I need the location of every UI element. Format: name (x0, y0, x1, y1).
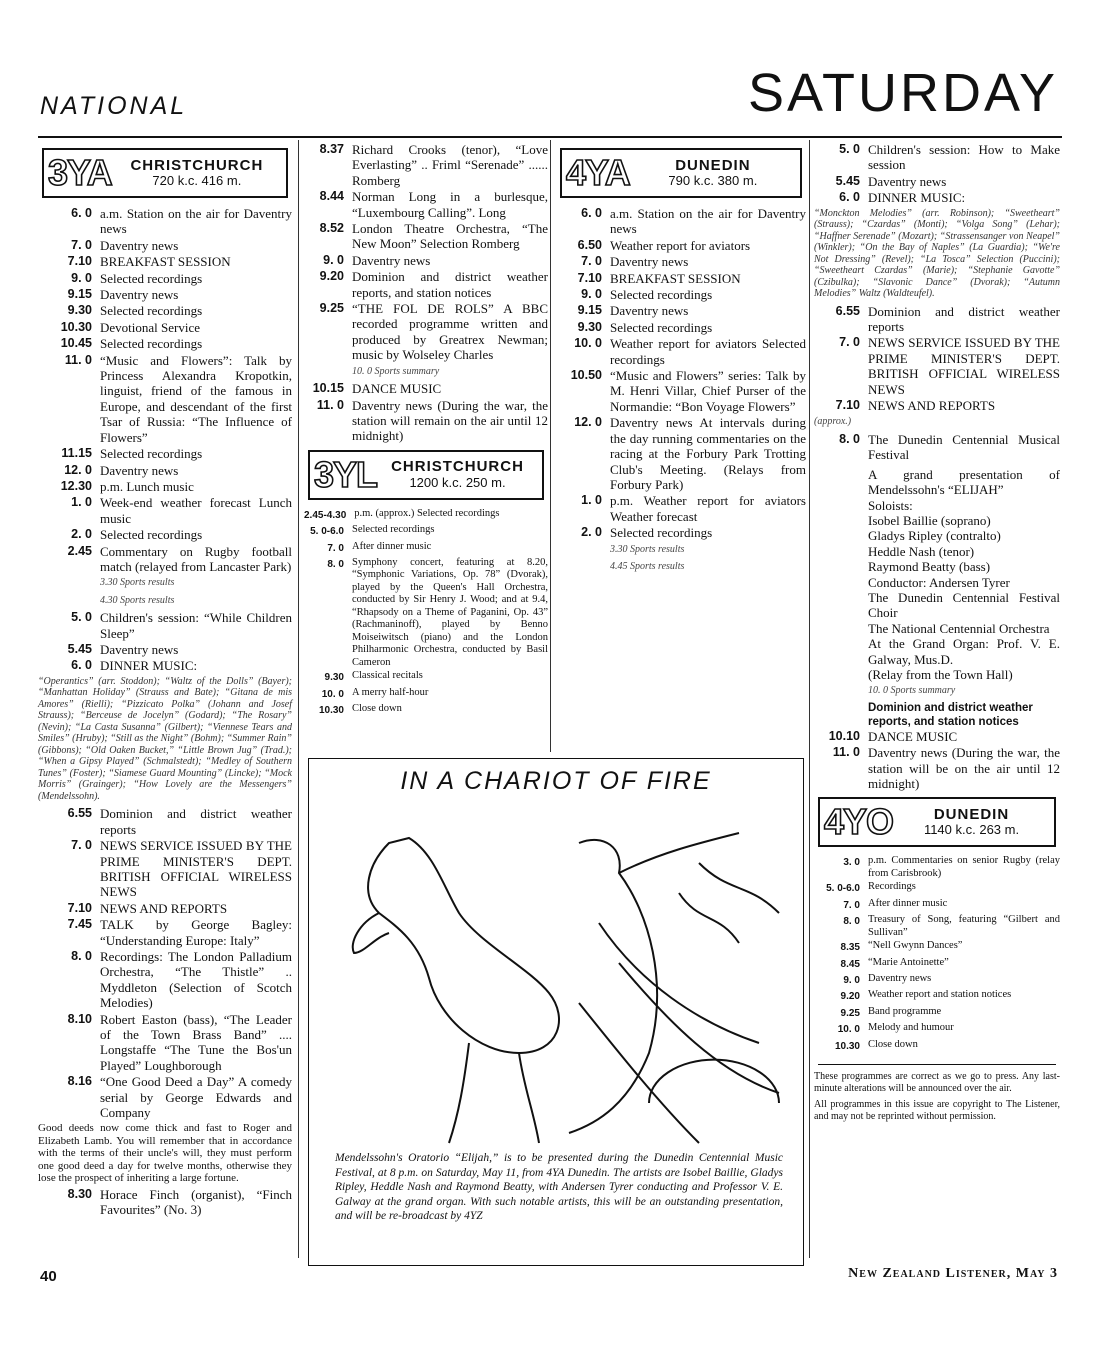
programme-time: 7.45 (67, 917, 92, 932)
programme-time: 5. 0-6.0 (826, 883, 860, 895)
programme-description: Selected recordings (610, 287, 713, 303)
station-frequency: 790 k.c. 380 m. (668, 173, 758, 188)
dinner-music-list: “Operantics” (arr. Stoddon); “Waltz of the Dolls” (Bayer); “Manhattan Holiday” (Strauss and Bate); “Gitana de mis Amores” (Rielli); “Pizzicato Polka” (Johann and Josef Strauss); “Berceuse de Jocelyn” (Godard); “The Rosary” (Nevin); “La Casta Susanna” (Gilbert); “Viennese Tears and Smiles” (Hruby); “Still as the Night” (Bohm); “Summer Rain” (Gibbons); “Old Oaken Bucket,” “Little Brown Jug” (Trad.); “When a Gipsy Played” (Schmalstedt); “Medley of Southern Tunes” (Foster); “Siamese Guard Mounting” (Lincke); “Mock Morris” (Grainger); “How Lovely are the Messengers” (Mendelssohn). (38, 675, 292, 802)
programme-description: Selected recordings (100, 270, 203, 286)
programme-time: 9. 0 (581, 287, 602, 302)
column-3ya (38, 142, 292, 1219)
programme-description: “THE FOL DE ROLS” A BBC recorded programme written and produced by Greatrex Newman; music by Wolseley Charles (352, 301, 548, 363)
programme-time: 9. 0 (843, 975, 860, 987)
programme-entry (814, 142, 1060, 173)
station-city: DUNEDIN (933, 806, 1010, 823)
programme-description: London Theatre Orchestra, “The New Moon” Selection Romberg (352, 221, 548, 252)
programme-list (304, 508, 548, 719)
programme-entry (556, 368, 806, 414)
programme-description: Daventry news (352, 252, 431, 268)
programme-entry (38, 336, 292, 351)
programme-description: Weather report for aviators Selected recordings (610, 336, 806, 367)
programme-time: 7.10 (67, 254, 92, 269)
programme-entry (38, 806, 292, 837)
sports-results: 3.30 Sports results (100, 577, 175, 589)
programme-description: “Marie Antoinette” (868, 956, 949, 968)
programme-time: 9.30 (67, 303, 92, 318)
figure-arm (619, 833, 739, 873)
programme-time: 8.10 (67, 1011, 92, 1026)
programme-time: 2. 0 (581, 525, 602, 540)
programme-time: 8. 0 (843, 916, 860, 928)
flame-lines (679, 863, 779, 943)
station-box-3yl (308, 450, 544, 500)
programme-description: Daventry news (868, 973, 932, 985)
column-4ya (556, 142, 806, 576)
programme-entry (814, 973, 1060, 988)
programme-list (38, 806, 292, 1120)
programme-description: Treasury of Song, featuring “Gilbert and Sullivan” (868, 914, 1060, 938)
programme-description: Children's session: How to Make session (868, 142, 1060, 173)
programme-time: 7. 0 (327, 542, 344, 554)
programme-entry (38, 287, 292, 302)
programme-time: 7. 0 (839, 335, 860, 350)
programme-description: Daventry news (100, 462, 179, 478)
programme-entry (814, 989, 1060, 1004)
illustration-caption: Mendelssohn's Oratorio “Elijah,” is to be presented during the Dunedin Centennial Music Festival, at 8 p.m. on Saturday, May 11, from 4YA Dunedin. The artists are Isobel Baillie, Gladys Ripley, Heddle Nash and Raymond Beatty, with Andersen Tyrer conducting and Professor V. E. Galway at the grand organ. With such notable artists, this will be an outstanding presentation, and will be re-broadcast by 4YZ (335, 1152, 783, 1222)
programme-description: Classical recitals (352, 670, 423, 682)
programme-entry (304, 703, 548, 718)
programme-time: 1. 0 (71, 495, 92, 510)
programme-time: 9.15 (67, 287, 92, 302)
horse-leg (519, 1053, 539, 1143)
programme-time: 10. 0 (321, 688, 344, 700)
programme-entry (304, 508, 548, 523)
programme-entry (304, 189, 548, 220)
programme-description: Devotional Service (100, 319, 200, 335)
programme-entry (38, 446, 292, 461)
programme-entry (38, 495, 292, 526)
festival-line: Isobel Baillie (soprano) (868, 512, 991, 528)
station-frequency: 1140 k.c. 263 m. (923, 822, 1020, 838)
publication-footer: New Zealand Listener, May 3 (848, 1266, 1058, 1281)
programme-description: Close down (352, 703, 402, 715)
programme-time: 8.16 (67, 1074, 92, 1089)
programme-description: p.m. Weather report for aviators Weather forecast (610, 493, 806, 524)
programme-entry (814, 432, 1060, 683)
programme-entry (38, 238, 292, 253)
programme-description: a.m. Station on the air for Daventry news (610, 206, 806, 237)
programme-time: 6. 0 (71, 658, 92, 673)
programme-time: 8.52 (319, 221, 344, 236)
programme-time: 11.15 (61, 446, 92, 461)
programme-time: 5. 0 (71, 610, 92, 625)
day-heading: SATURDAY (747, 63, 1058, 123)
programme-entry (814, 914, 1060, 939)
programme-entry (556, 336, 806, 367)
programme-description: Dominion and district weather reports (868, 303, 1060, 335)
programme-description: DINNER MUSIC: (868, 190, 966, 206)
illustration-title: IN A CHARIOT OF FIRE (400, 767, 712, 795)
station-box-3ya (42, 148, 288, 198)
programme-time: 9.25 (840, 1007, 860, 1019)
programme-description: Recordings (868, 881, 916, 893)
programme-description: Daventry news (100, 641, 179, 657)
programme-time: 9.15 (577, 303, 602, 318)
festival-line: The Dunedin Centennial Musical Festival (868, 431, 1060, 463)
section-label: NATIONAL (40, 92, 188, 120)
programme-entry (38, 1187, 292, 1218)
station-notices: Dominion and district weather reports, and station notices (868, 701, 1033, 728)
station-logo: 4YA (566, 152, 630, 193)
programme-description: Week-end weather forecast Lunch music (100, 495, 292, 526)
programme-entry (38, 1012, 292, 1074)
programme-time: 10.15 (312, 381, 344, 396)
programme-entry (38, 1074, 292, 1120)
horse-outline (368, 838, 559, 1053)
programme-time: 7.10 (577, 270, 602, 285)
programme-time: 2.45-4.30 (304, 509, 347, 521)
programme-time: 7.10 (67, 900, 92, 915)
programme-description: A merry half-hour (352, 686, 429, 698)
station-box-4ya (560, 148, 802, 198)
sports-summary: 10. 0 Sports summary (352, 365, 440, 377)
programme-entry (38, 479, 292, 494)
programme-entry (814, 304, 1060, 335)
programme-description: Symphony concert, featuring at 8.20, “Symphonic Variations, Op. 78” (Dvorak), played by the Queen's Hall Orchestra, conducted by Sir Henry J. Wood; and at 9.4, “Rhapsody on a Theme of Paganini, Op. 43” (Rachmaninoff), played by Benno Moiseiwitsch (piano) and the London Philharmonic Orchestra, conducted by Basil Cameron (352, 556, 548, 668)
programme-entry (556, 254, 806, 269)
programme-description: NEWS AND REPORTS (100, 900, 228, 916)
programme-list (814, 729, 1060, 792)
programme-time: 6.55 (67, 806, 92, 821)
column-3ya-cont (304, 142, 548, 720)
programme-time: 8.30 (67, 1186, 92, 1201)
sports-results: 4.45 Sports results (610, 560, 685, 572)
programme-description: Recordings: The London Palladium Orchestra, “The Thistle” .. Myddleton (Selection of Scotch Melodies) (100, 948, 292, 1011)
illustration-panel (308, 758, 804, 1266)
festival-line: At the Grand Organ: Prof. V. E. Galway, Mus.D. (868, 636, 1060, 667)
programme-time: 9.30 (324, 672, 344, 684)
programme-time: 8.44 (319, 189, 344, 204)
serial-note: Good deeds now come thick and fast to Roger and Elizabeth Lamb. You will remember that in accordance with the terms of their uncle's will, they must perform one good deed a day for twelve months, otherwise they lose the prospect of inheriting a large fortune. (38, 1122, 292, 1185)
programme-description: a.m. Station on the air for Daventry news (100, 206, 292, 237)
festival-line: Conductor: Andersen Tyrer (868, 574, 1010, 590)
programme-description: After dinner music (352, 540, 432, 552)
programme-entry (814, 881, 1060, 896)
festival-line: Heddle Nash (tenor) (868, 543, 975, 559)
programme-description: Melody and humour (868, 1022, 954, 1034)
station-city: CHRISTCHURCH (130, 156, 264, 174)
station-logo: 4YO (824, 801, 894, 843)
programme-description: Selected recordings (100, 303, 203, 319)
station-frequency: 1200 k.c. 250 m. (409, 474, 506, 490)
sports-results: 4.30 Sports results (100, 594, 175, 606)
programme-time: 11. 0 (316, 397, 344, 412)
horse-leg (449, 1043, 469, 1143)
festival-details (868, 432, 1060, 683)
programme-time: 10.10 (828, 728, 860, 743)
programme-description: Dominion and district weather reports (100, 806, 292, 837)
programme-description: Weather report for aviators (610, 237, 751, 253)
programme-entry (814, 729, 1060, 744)
column-divider (550, 140, 551, 752)
programme-time: 6.55 (835, 303, 860, 318)
programme-entry (304, 269, 548, 300)
programme-entry (304, 253, 548, 268)
programme-time: 9.30 (577, 319, 602, 334)
programme-entry (814, 398, 1060, 413)
station-logo: 3YL (314, 453, 378, 495)
programme-list (556, 206, 806, 541)
programme-time: 10.50 (570, 368, 602, 383)
programme-list (38, 1187, 292, 1218)
festival-line: The National Centennial Orchestra (868, 620, 1050, 636)
programme-description: Weather report and station notices (868, 989, 1012, 1001)
station-frequency: 720 k.c. 416 m. (152, 173, 242, 188)
programme-list (814, 855, 1060, 1054)
programme-entry (38, 320, 292, 335)
station-logo: 3YA (48, 152, 112, 193)
programme-time: 7. 0 (71, 237, 92, 252)
programme-time: 9.25 (319, 301, 344, 316)
programme-entry (304, 398, 548, 444)
programme-description: NEWS AND REPORTS (868, 398, 996, 414)
programme-description: Richard Crooks (tenor), “Love Everlasting” .. Friml “Serenade” ...... Romberg (352, 142, 548, 188)
programme-time: 7. 0 (581, 254, 602, 269)
programme-entry (38, 254, 292, 269)
programme-description: Daventry news (610, 303, 689, 319)
programme-entry (38, 901, 292, 916)
festival-line: (Relay from the Town Hall) (868, 666, 1013, 682)
programme-time: 8. 0 (327, 558, 344, 570)
programme-entry (304, 541, 548, 556)
programme-entry (814, 1039, 1060, 1054)
programme-entry (38, 610, 292, 641)
programme-time: 8.37 (319, 142, 344, 156)
programme-description: NEWS SERVICE ISSUED BY THE PRIME MINISTER'S DEPT. BRITISH OFFICIAL WIRELESS NEWS (868, 335, 1060, 397)
programme-entry (814, 190, 1060, 205)
programme-description: “Music and Flowers”: Talk by Princess Alexandra Kropotkin, linguist, friend of the famous in Europe, and descendant of the first Tsar of Russia: “The Influence of Flowers” (100, 352, 292, 445)
festival-line: Raymond Beatty (bass) (868, 559, 991, 575)
festival-line: Soloists: (868, 497, 913, 513)
programme-description: DANCE MUSIC (352, 381, 442, 397)
programme-entry (304, 221, 548, 252)
programme-entry (304, 557, 548, 670)
programme-time: 5. 0 (839, 142, 860, 156)
programme-description: Robert Easton (bass), “The Leader of the Town Brass Band” .... Longstaffe “The Tune the Bos'un Played” Loughborough (100, 1011, 292, 1073)
programme-description: Close down (868, 1038, 918, 1050)
programme-notice: These programmes are correct as we go to press. Any last-minute alterations will be announced over the air. (814, 1071, 1060, 1095)
programme-time: 2. 0 (71, 527, 92, 542)
programme-time: 10.30 (318, 705, 344, 717)
programme-time: 2.45 (67, 543, 92, 558)
programme-entry (814, 1022, 1060, 1037)
programme-entry (38, 658, 292, 673)
approx-note: (approx.) (814, 416, 852, 428)
copyright-notice: All programmes in this issue are copyright to The Listener, and may not be reprinted without permission. (814, 1099, 1060, 1123)
programme-list (38, 206, 292, 574)
festival-line: A grand presentation of Mendelssohn's “ELIJAH” (868, 466, 1060, 498)
programme-time: 6. 0 (581, 206, 602, 220)
programme-time: 9. 0 (71, 270, 92, 285)
programme-description: DINNER MUSIC: (100, 658, 198, 674)
programme-entry (304, 524, 548, 539)
programme-description: Horace Finch (organist), “Finch Favourites” (No. 3) (100, 1186, 292, 1218)
programme-description: “Music and Flowers” series: Talk by M. Henri Villar, Chief Purser of the Normandie: “Bon Voyage Flowers” (610, 368, 806, 414)
programme-entry (814, 898, 1060, 913)
programme-description: “Nell Gwynn Dances” (868, 940, 963, 952)
programme-entry (304, 381, 548, 396)
programme-time: 9.20 (319, 269, 344, 284)
programme-time: 8.35 (840, 942, 860, 954)
programme-entry (556, 525, 806, 540)
chariot-wheel (649, 1060, 779, 1103)
programme-description: Dominion and district weather reports, and station notices (352, 269, 548, 300)
station-city: DUNEDIN (675, 156, 751, 174)
programme-description: Daventry news (100, 237, 179, 253)
programme-entry (38, 271, 292, 286)
programme-description: p.m. Lunch music (100, 478, 194, 494)
programme-time: 5. 0-6.0 (310, 526, 344, 538)
programme-entry (38, 206, 292, 237)
station-city: CHRISTCHURCH (391, 458, 524, 476)
programme-time: 9.20 (840, 991, 860, 1003)
programme-entry (304, 670, 548, 685)
programme-time: 10. 0 (574, 336, 602, 351)
programme-entry (556, 287, 806, 302)
column-divider (809, 140, 810, 1258)
programme-entry (304, 142, 548, 188)
page-number: 40 (40, 1268, 57, 1285)
programme-description: Daventry news At intervals during the day running commentaries on the racing at the Forbury Park Trotting Club's Meeting. (Relays from Forbury Park) (610, 415, 806, 492)
programme-list (38, 610, 292, 674)
programme-entry (304, 301, 548, 363)
programme-description: After dinner music (868, 897, 948, 909)
programme-entry (814, 855, 1060, 880)
programme-time: 11. 0 (64, 352, 92, 367)
programme-entry (556, 303, 806, 318)
programme-entry (38, 303, 292, 318)
programme-time: 12. 0 (574, 415, 602, 430)
programme-time: 8.45 (840, 958, 860, 970)
programme-time: 10. 0 (837, 1024, 860, 1036)
programme-description: Selected recordings (100, 336, 203, 352)
programme-entry (38, 353, 292, 445)
programme-entry (556, 238, 806, 253)
programme-time: 12. 0 (64, 462, 92, 477)
divider (818, 1064, 1056, 1065)
programme-entry (38, 917, 292, 948)
programme-time: 11. 0 (832, 745, 860, 760)
column-divider (298, 140, 299, 1258)
programme-entry (814, 174, 1060, 189)
programme-entry (814, 940, 1060, 955)
programme-description: TALK by George Bagley: “Understanding Europe: Italy” (100, 917, 292, 948)
programme-description: DANCE MUSIC (868, 728, 958, 744)
programme-entry (556, 493, 806, 524)
programme-time: 8. 0 (71, 948, 92, 963)
programme-description: Norman Long in a burlesque, “Luxembourg Calling”. Long (352, 189, 548, 220)
programme-description: Daventry news (610, 254, 689, 270)
column-4ya-cont (814, 142, 1060, 1123)
programme-entry (556, 271, 806, 286)
programme-description: Children's session: “While Children Sleep” (100, 610, 292, 641)
festival-line: The Dunedin Centennial Festival Choir (868, 589, 1060, 621)
programme-time: 12.30 (60, 478, 92, 493)
programme-entry (304, 687, 548, 702)
programme-entry (38, 544, 292, 575)
programme-time: 7. 0 (843, 899, 860, 911)
programme-description: p.m. Commentaries on senior Rugby (relay from Carisbrook) (868, 855, 1060, 879)
programme-time: 9. 0 (323, 252, 344, 267)
programme-description: p.m. (approx.) Selected recordings (354, 507, 500, 519)
programme-entry (814, 957, 1060, 972)
chariot-illustration (319, 803, 793, 1149)
programme-entry (556, 206, 806, 237)
programme-entry (38, 642, 292, 657)
programme-time: 10.30 (60, 319, 92, 334)
programme-entry (38, 949, 292, 1011)
programme-list (304, 142, 548, 363)
festival-line: Gladys Ripley (contralto) (868, 528, 1001, 544)
programme-entry (556, 320, 806, 335)
programme-entry (38, 838, 292, 900)
programme-description: “One Good Deed a Day” A comedy serial by George Edwards and Company (100, 1074, 292, 1120)
programme-list (814, 142, 1060, 206)
programme-time: 6.50 (577, 237, 602, 252)
programme-entry (814, 1006, 1060, 1021)
programme-description: Selected recordings (352, 524, 435, 536)
programme-description: BREAKFAST SESSION (610, 270, 741, 286)
programme-description: Daventry news (100, 287, 179, 303)
horse-head (353, 913, 389, 953)
programme-description: NEWS SERVICE ISSUED BY THE PRIME MINISTER'S DEPT. BRITISH OFFICIAL WIRELESS NEWS (100, 838, 292, 900)
programme-description: Selected recordings (610, 319, 713, 335)
programme-time: 1. 0 (581, 493, 602, 508)
programme-time: 7.10 (835, 398, 860, 413)
dinner-music-list: “Monckton Melodies” (arr. Robinson); “Sweetheart” (Strauss); “Czardas” (Monti); “Volga Song” (Lehar); “Haffner Serenade” (Mozart); “Strassensanger von Neapel” (Winkler); “On the Bay of Naples” (La Guardia); “We're Not Dressing” (Revel); “La Tosca” Selection (Puccini); “Sweetheart Czardas” (Marie); “Stephanie Gavotte” (Czibulka); “Slavonic Dance” (Dvorak); “Autumn Melodies” Waltz (Waldteufel). (814, 207, 1060, 300)
programme-description: Selected recordings (100, 527, 203, 543)
programme-description: Daventry news (868, 173, 947, 189)
sports-results: 3.30 Sports results (610, 543, 685, 555)
sports-summary: 10. 0 Sports summary (868, 685, 956, 697)
programme-description: Band programme (868, 1005, 942, 1017)
programme-description: BREAKFAST SESSION (100, 254, 231, 270)
programme-time: 7. 0 (71, 838, 92, 853)
programme-entry (814, 745, 1060, 791)
figure-outline (569, 840, 657, 1133)
programme-time: 5.45 (835, 173, 860, 188)
programme-description: Commentary on Rugby football match (relayed from Lancaster Park) (100, 543, 292, 574)
programme-entry (38, 463, 292, 478)
programme-time: 6. 0 (839, 190, 860, 205)
programme-time: 10.30 (834, 1040, 860, 1052)
programme-list (304, 381, 548, 444)
programme-description: Daventry news (During the war, the station will remain on the air until 12 midnight) (352, 397, 548, 444)
programme-entry (38, 527, 292, 542)
programme-description: Selected recordings (610, 525, 713, 541)
programme-time: 10.45 (60, 336, 92, 351)
programme-entry (814, 335, 1060, 397)
station-box-4yo (818, 797, 1056, 847)
programme-entry (556, 415, 806, 492)
programme-description: Selected recordings (100, 446, 203, 462)
programme-time: 5.45 (67, 641, 92, 656)
programme-time: 3. 0 (843, 857, 860, 869)
programme-time: 6. 0 (71, 206, 92, 220)
programme-time: 8. 0 (839, 431, 860, 446)
top-rule (38, 136, 1062, 138)
programme-description: Daventry news (During the war, the station will be on the air until 12 midnight) (868, 745, 1060, 791)
programme-list (814, 304, 1060, 414)
